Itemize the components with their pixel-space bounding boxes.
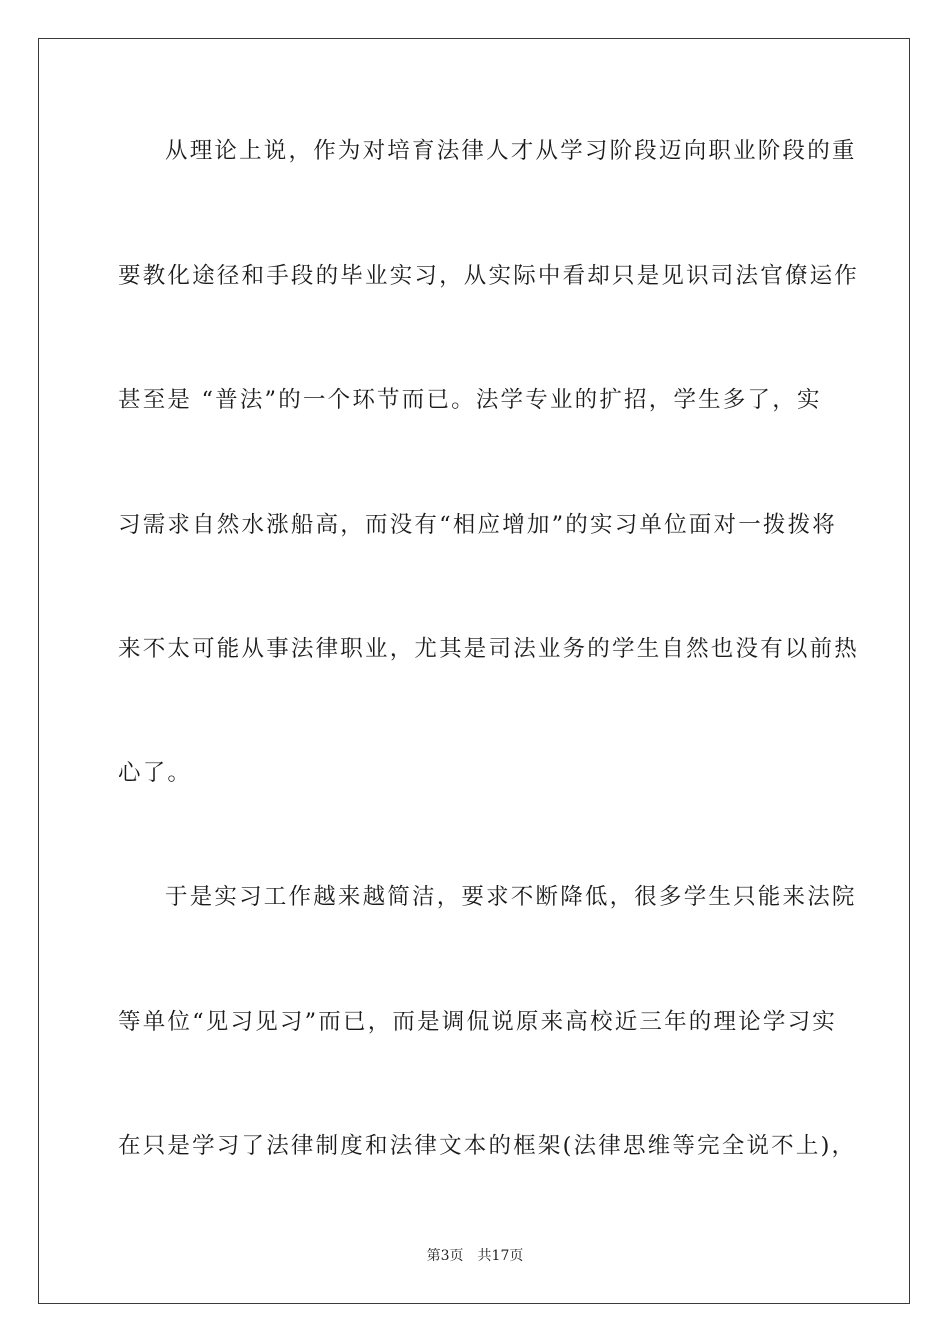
text-line: 习需求自然水涨船高，而没有“相应增加”的实习单位面对一拨拨将 xyxy=(118,512,838,538)
text-line: 等单位“见习见习”而已，而是调侃说原来高校近三年的理论学习实 xyxy=(118,1009,838,1035)
text-line: 要教化途径和手段的毕业实习，从实际中看却只是见识司法官僚运作 xyxy=(118,263,860,289)
text-line: 心了。 xyxy=(118,760,193,786)
text-line: 从理论上说，作为对培育法律人才从学习阶段迈向职业阶段的重 xyxy=(165,138,857,164)
text-line: 在只是学习了法律制度和法律文本的框架(法律思维等完全说不上)， xyxy=(118,1133,857,1159)
text-line: 甚至是 “普法”的一个环节而已。法学专业的扩招，学生多了，实 xyxy=(118,387,822,413)
page-number-footer: 第3页 共17页 xyxy=(426,1248,524,1264)
text-line: 于是实习工作越来越简洁，要求不断降低，很多学生只能来法院 xyxy=(165,884,857,910)
page-border xyxy=(38,38,910,1304)
text-line: 来不太可能从事法律职业，尤其是司法业务的学生自然也没有以前热 xyxy=(118,636,860,662)
